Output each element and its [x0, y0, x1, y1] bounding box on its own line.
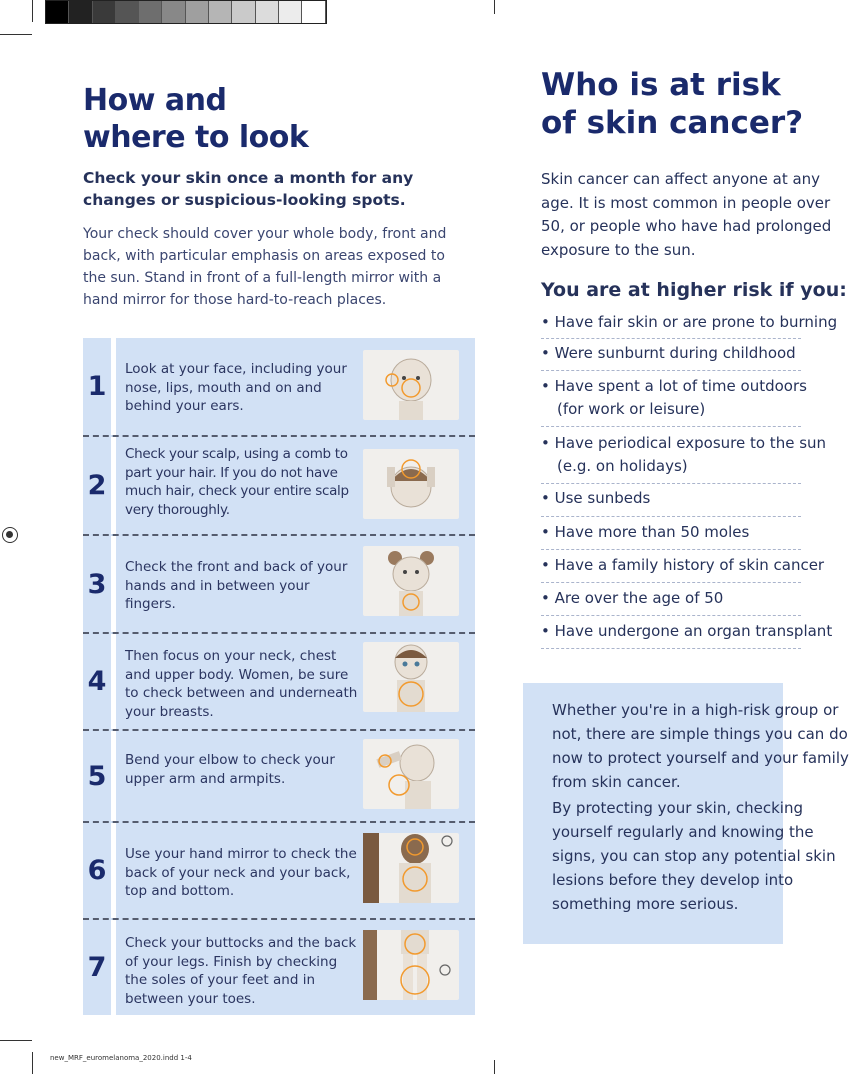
step-text: Check the front and back of your hands and in between your fingers.	[125, 559, 348, 612]
risk-item: • Are over the age of 50	[541, 589, 724, 607]
risk-divider	[541, 426, 801, 427]
back-check-illustration	[363, 833, 459, 903]
step-item	[83, 920, 475, 1015]
risk-divider	[541, 338, 801, 339]
risk-item: • Have spent a lot of time outdoors	[541, 377, 807, 395]
risk-divider	[541, 483, 801, 484]
crop-mark	[494, 0, 495, 14]
body-paragraph: Your check should cover your whole body, front and back, with particular emphasis on areas exposed to the sun. Stand in front of a full-length mirror with a hand mirror for those hard-to-reach places.	[83, 226, 447, 308]
step-number: 3	[83, 536, 116, 632]
risk-item: • Have fair skin or are prone to burning	[541, 313, 838, 331]
registration-mark-icon	[2, 527, 18, 543]
risk-divider	[541, 516, 801, 517]
step-item	[83, 634, 475, 729]
step-text: Look at your face, including your nose, lips, mouth and on and behind your ears.	[125, 361, 347, 414]
lead-paragraph: Check your skin once a month for any changes or suspicious-looking spots.	[83, 169, 414, 209]
step-number: 6	[83, 823, 116, 918]
callout-paragraph: Whether you're in a high-risk group or not, there are simple things you can do now to protect yourself and your family from skin cancer.	[552, 701, 849, 791]
steps-panel	[83, 338, 475, 1015]
hands-check-illustration	[363, 546, 459, 616]
callout-box	[523, 683, 849, 944]
chest-check-illustration	[363, 642, 459, 712]
step-number: 5	[83, 731, 116, 821]
risk-intro: Skin cancer can affect anyone at any age. It is most common in people over 50, or people who have had prolonged exposure to the sun.	[541, 170, 832, 259]
print-color-bar	[45, 0, 327, 24]
armpit-check-illustration	[363, 739, 459, 809]
crop-mark	[494, 1060, 495, 1074]
step-text: Bend your elbow to check your upper arm and armpits.	[125, 752, 335, 787]
section-title: Who is at risk of skin cancer?	[541, 67, 804, 141]
print-slug: new_MRF_euromelanoma_2020.indd 1-4	[50, 1054, 192, 1062]
risk-divider	[541, 370, 801, 371]
step-number: 7	[83, 920, 116, 1015]
risk-item: • Have a family history of skin cancer	[541, 556, 825, 574]
risk-item: • Have periodical exposure to the sun	[541, 434, 827, 452]
risk-divider	[541, 615, 801, 616]
step-item	[83, 437, 475, 534]
risk-divider	[541, 549, 801, 550]
step-number: 2	[83, 437, 116, 534]
risk-divider	[541, 582, 801, 583]
risk-item: • Were sunburnt during childhood	[541, 344, 796, 362]
step-item	[83, 731, 475, 821]
step-item	[83, 536, 475, 632]
risk-item: • Have more than 50 moles	[541, 523, 750, 541]
step-text: Use your hand mirror to check the back of your neck and your back, top and bottom.	[125, 846, 357, 899]
step-text: Check your scalp, using a comb to part your hair. If you do not have much hair, check your entire scalp very thoroughly.	[125, 446, 349, 518]
risk-item: (for work or leisure)	[557, 400, 706, 418]
crop-mark	[0, 1040, 32, 1041]
risk-item: (e.g. on holidays)	[557, 457, 688, 475]
step-item	[83, 338, 475, 435]
legs-check-illustration	[363, 930, 459, 1000]
risk-subtitle: You are at higher risk if you:	[541, 279, 847, 301]
step-number: 4	[83, 634, 116, 729]
step-number: 1	[83, 338, 116, 435]
risk-item: • Use sunbeds	[541, 489, 651, 507]
risk-divider	[541, 648, 801, 649]
crop-mark	[32, 1052, 33, 1074]
scalp-check-illustration	[363, 449, 459, 519]
step-text: Then focus on your neck, chest and upper body. Women, be sure to check between and underneath your breasts.	[125, 648, 358, 720]
crop-mark	[32, 0, 33, 22]
step-text: Check your buttocks and the back of your legs. Finish by checking the soles of your feet and in between your toes.	[125, 935, 357, 1007]
callout-paragraph: By protecting your skin, checking yourself regularly and knowing the signs, you can stop any potential skin lesions before they develop into something more serious.	[552, 799, 836, 913]
risk-item: • Have undergone an organ transplant	[541, 622, 833, 640]
page-title: How and where to look	[83, 83, 309, 155]
crop-mark	[0, 34, 32, 35]
face-check-illustration	[363, 350, 459, 420]
step-item	[83, 823, 475, 918]
